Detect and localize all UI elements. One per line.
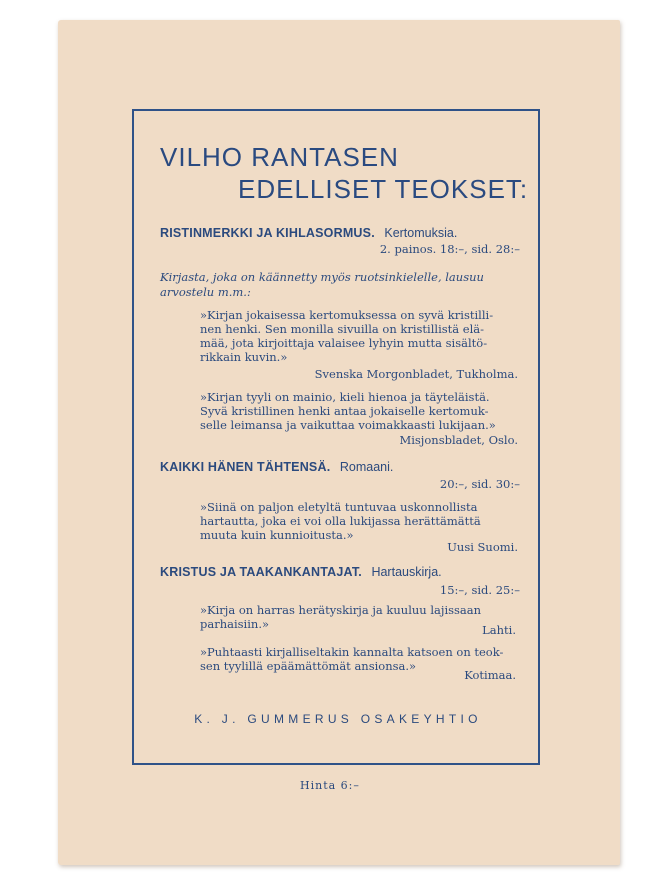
book3-review2-line: sen tyylillä epäämättömät ansionsa.» — [200, 659, 417, 673]
book3-genre: Hartauskirja. — [371, 565, 442, 579]
book2-review1-line: muuta kuin kunnioitusta.» — [200, 528, 354, 542]
heading-author: VILHO RANTASEN — [160, 142, 399, 172]
book3-title: KRISTUS JA TAAKANKANTAJAT. — [160, 565, 362, 579]
book1-genre: Kertomuksia. — [384, 226, 458, 240]
book1-review2-source: Misjonsbladet, Oslo. — [399, 433, 518, 447]
book2-title-line — [160, 460, 393, 474]
publisher-name: K. J. GUMMERUS OSAKEYHTIO — [194, 712, 482, 726]
book3-review2-source: Kotimaa. — [464, 668, 516, 682]
book1-review1-line: mää, jota kirjoittaja valaisee lyhyin mutta sisältö- — [200, 336, 488, 350]
book3-review1-source: Lahti. — [482, 623, 516, 637]
book1-review2-line: Syvä kristillinen henki antaa jokaiselle kertomuk- — [200, 404, 489, 418]
book1-intro-line: Kirjasta, joka on käännetty myös ruotsinkielelle, lausuu — [160, 270, 484, 284]
book1-review1-line: nen henki. Sen monilla sivuilla on kristillistä elä- — [200, 322, 485, 336]
price-label: Hinta 6:– — [300, 779, 360, 792]
book3-price: 15:–, sid. 25:– — [439, 583, 520, 597]
book2-review1-line: hartautta, joka ei voi olla lukijassa herättämättä — [200, 514, 481, 528]
book1-review1-line: rikkain kuvin.» — [200, 350, 288, 364]
book3-title-line — [160, 565, 442, 579]
book1-price: 2. painos. 18:–, sid. 28:– — [379, 242, 520, 256]
book1-review1-source: Svenska Morgonbladet, Tukholma. — [314, 367, 518, 381]
book1-review2-line: selle leimansa ja vaikuttaa voimakkaasti lukijaan.» — [200, 418, 496, 432]
book2-review1-source: Uusi Suomi. — [447, 540, 518, 554]
book1-review1-line: »Kirjan jokaisessa kertomuksessa on syvä kristilli- — [200, 308, 494, 322]
book3-review1-line: »Kirja on harras herätyskirja ja kuuluu lajissaan — [200, 603, 482, 617]
book1-title-line — [160, 226, 457, 240]
book1-review2-line: »Kirjan tyyli on mainio, kieli hienoa ja täyteläistä. — [200, 390, 490, 404]
book1-intro-line: arvostelu m.m.: — [160, 285, 251, 299]
book3-review2-line: »Puhtaasti kirjalliseltakin kannalta katsoen on teok- — [200, 645, 504, 659]
book2-title: KAIKKI HÄNEN TÄHTENSÄ. — [160, 460, 331, 474]
book2-price: 20:–, sid. 30:– — [439, 477, 520, 491]
book2-review1-line: »Siinä on paljon eletyltä tuntuvaa uskonnollista — [200, 500, 478, 514]
heading-works: EDELLISET TEOKSET: — [238, 174, 529, 204]
book3-review1-line: parhaisiin.» — [200, 617, 270, 631]
book2-genre: Romaani. — [339, 460, 394, 474]
book1-title: RISTINMERKKI JA KIHLASORMUS. — [160, 226, 375, 240]
